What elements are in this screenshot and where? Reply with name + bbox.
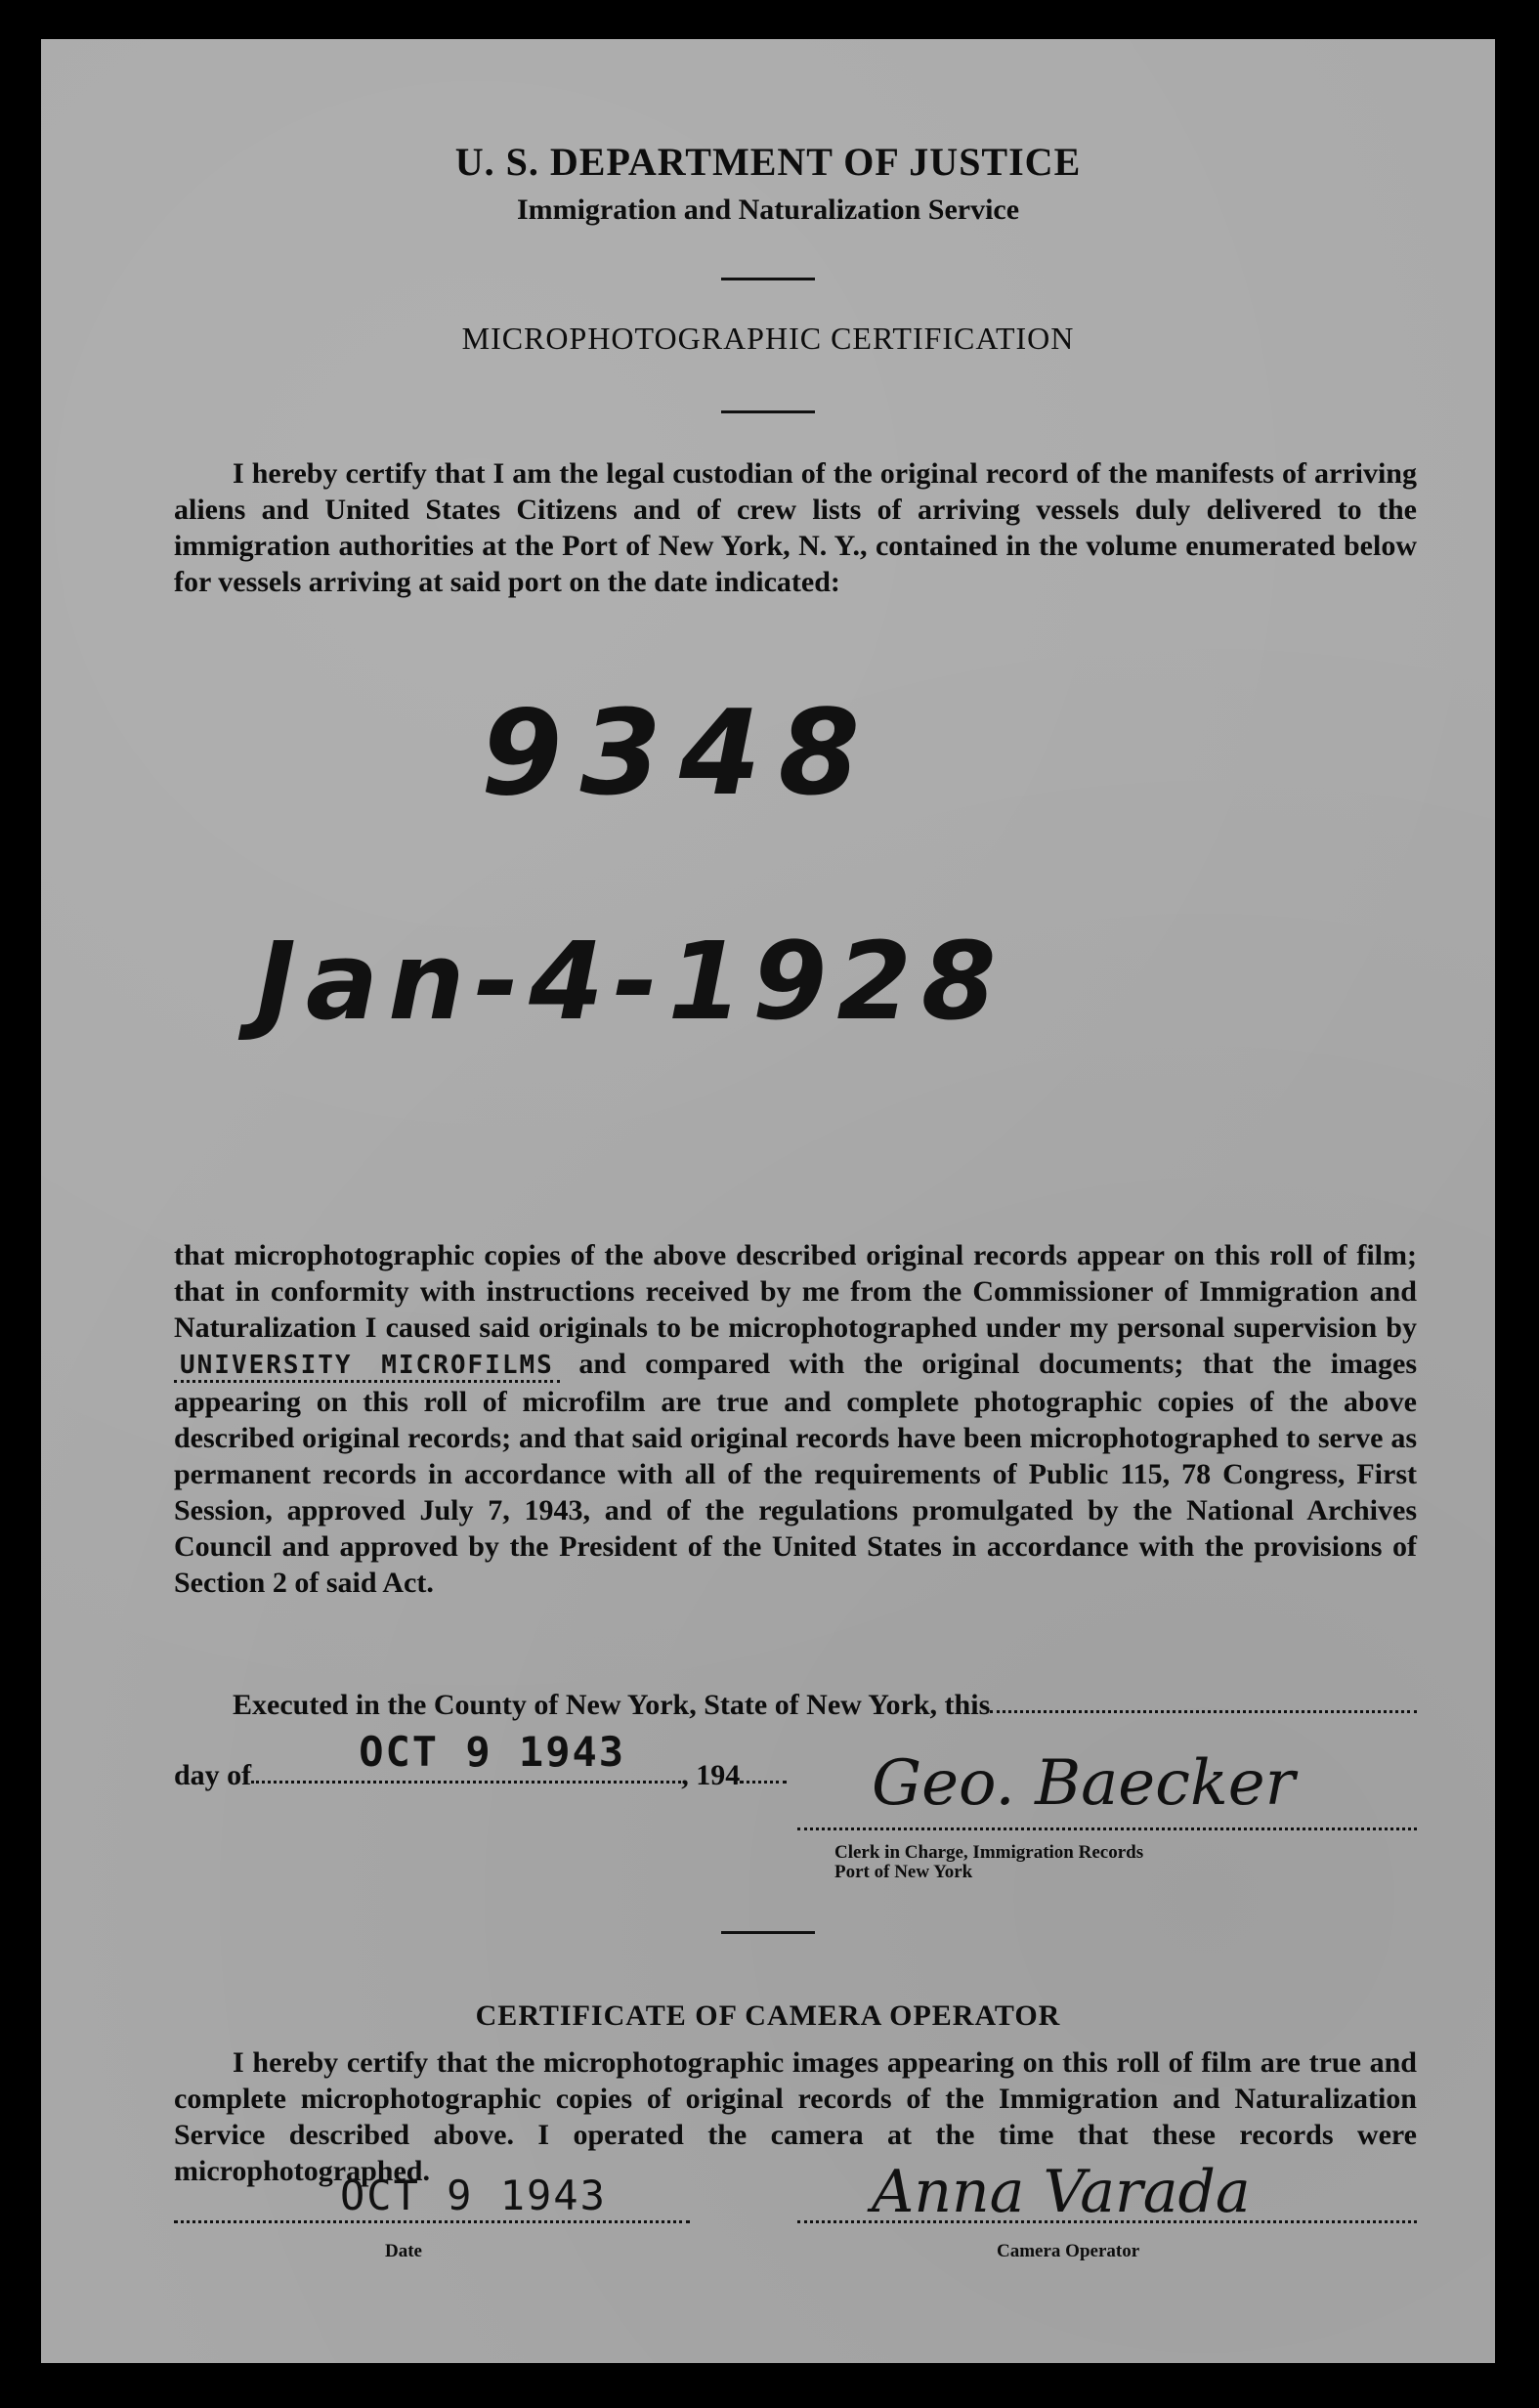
photographer-stamp: UNIVERSITY MICROFILMS [174,1351,560,1383]
certification-paragraph-2 [174,1237,1417,1601]
certificate-sheet [41,39,1495,2363]
certification-paragraph-1: I hereby certify that I am the legal custodian of the original record of the manifests of arriving aliens and United States Citizens and of crew lists of arriving vessels duly delivered to the immigration authorities at the Port of New York, N. Y., contained in the volume enumerated below for vessels arriving at said port on the date indicated: [174,457,1417,598]
date-label: Date [385,2241,422,2261]
camera-operator-heading: CERTIFICATE OF CAMERA OPERATOR [475,2000,1061,2032]
camera-date-line [174,2220,690,2223]
volume-number-handwritten: 9348 [481,686,877,822]
paragraph-2-part-2: and compared with the original documents; that the images appearing on this roll of microfilm are true and complete photographic copies of the above described original records; and that said original records have been microphotographed to serve as permanent records in accordance with all of the requirements of Public 115, 78 Congress, First Session, approved July 7, 1943, and of the regulations promulgated by the National Archives Council and approved by the President of the United States in accordance with the provisions of Section 2 of said Act. [174,1348,1418,1599]
executed-date-stamp: OCT 9 1943 [359,1728,626,1776]
department-title: U. S. DEPARTMENT OF JUSTICE [454,140,1082,184]
year-blank [740,1759,787,1784]
paragraph-2-part-1: that microphotographic copies of the above described original records appear on this roll of film; that in conformity with instructions received by me from the Commissioner of Immigration and Naturalization I caused said originals to be microphotographed under my personal supervision by [174,1239,1417,1344]
clerk-signature: Geo. Baecker [872,1747,1296,1820]
year-prefix: , 194 [681,1759,741,1791]
divider [721,410,815,413]
camera-operator-signature-line [797,2220,1417,2223]
camera-date-stamp: OCT 9 1943 [340,2172,607,2219]
camera-operator-label: Camera Operator [997,2241,1140,2261]
day-of-label: day of [174,1759,252,1791]
clerk-title-line-1: Clerk in Charge, Immigration Records [834,1842,1144,1863]
certification-heading: MICROPHOTOGRAPHIC CERTIFICATION [461,321,1075,356]
divider [721,278,815,280]
divider [721,1931,815,1934]
camera-operator-signature: Anna Varada [872,2158,1251,2226]
day-of-blank [251,1728,681,1784]
arrival-date-handwritten: Jan-4-1928 [256,919,1006,1044]
camera-operator-paragraph: I hereby certify that the microphotographic images appearing on this roll of film are true and complete microphotographic copies of original records of the Immigration and Naturalization Service described above. I operated the camera at the time that these records were microphotographed. [174,2046,1417,2187]
clerk-title-line-2: Port of New York [834,1862,973,1882]
executed-line [233,1689,1417,1722]
executed-text: Executed in the County of New York, State of New York, this [233,1689,991,1721]
day-of-line [174,1728,858,1792]
clerk-signature-line [797,1828,1417,1830]
service-subtitle: Immigration and Naturalization Service [516,194,1020,226]
executed-day-blank [990,1689,1417,1713]
